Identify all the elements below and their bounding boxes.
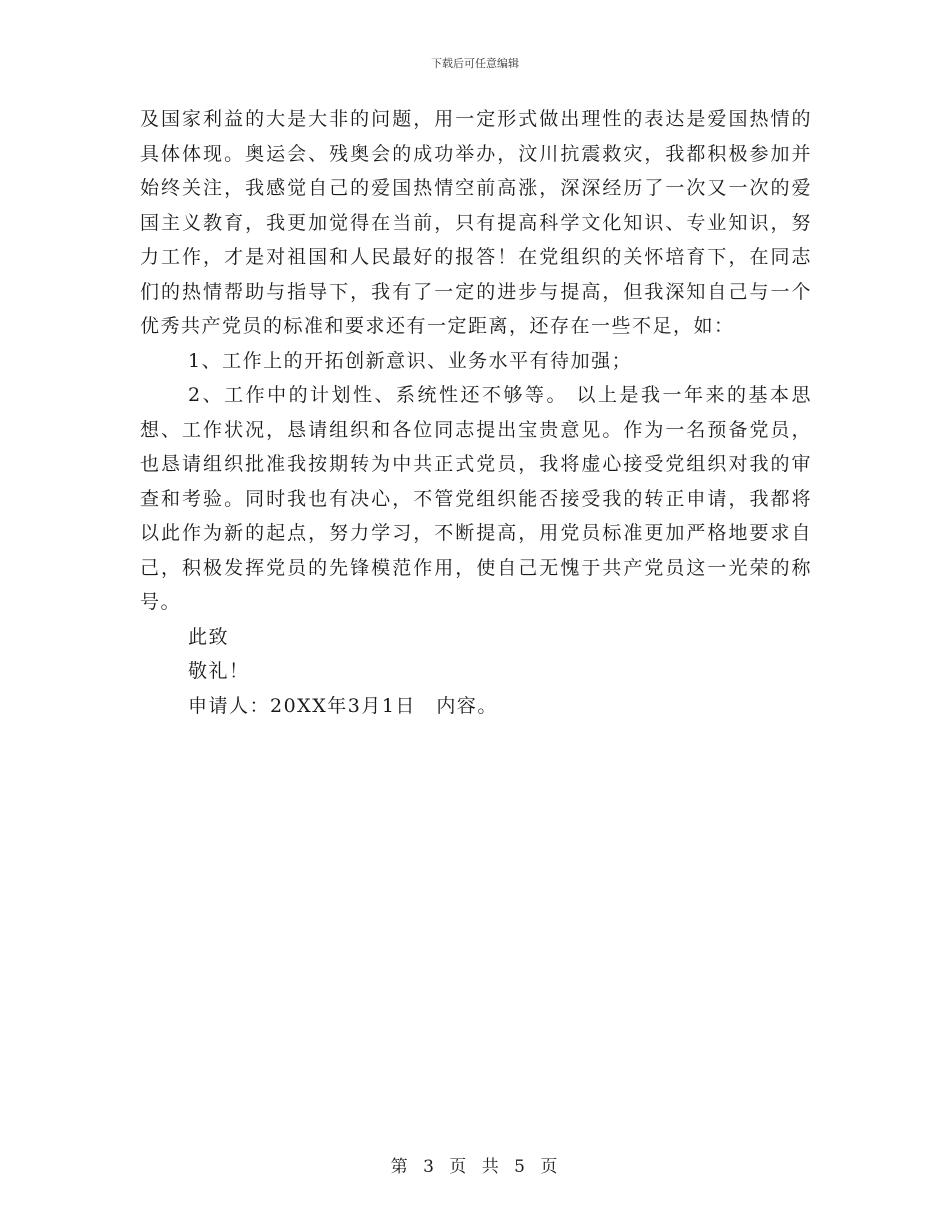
list-item-2: 2、工作中的计划性、系统性还不够等。 以上是我一年来的基本思想、工作状况，恳请组织和各位同志提出宝贵意见。作为一名预备党员，也恳请组织批准我按期转为中共正式党员，我将虚心接受党组织对我的审查和考验。同时我也有决心，不管党组织能否接受我的转正申请，我都将以此作为新的起点，努力学习，不断提高，用党员标准更加严格地要求自己，积极发挥党员的先锋模范作用，使自己无愧于共产党员这一光荣的称号。 xyxy=(140,384,812,613)
closing-salutation: 此致 xyxy=(188,625,230,648)
closing-respect: 敬礼！ xyxy=(188,660,250,682)
signature-line: 申请人：20XX年3月1日 内容。 xyxy=(188,694,498,717)
document-body xyxy=(140,102,812,723)
list-item-1: 1、工作上的开拓创新意识、业务水平有待加强； xyxy=(188,349,633,372)
page-number-footer: 第 3 页 共 5 页 xyxy=(390,1157,560,1177)
page-header-note: 下载后可任意编辑 xyxy=(431,57,519,70)
body-paragraph: 及国家利益的大是大非的问题，用一定形式做出理性的表达是爱国热情的具体体现。奥运会、残奥会的成功举办，汶川抗震救灾，我都积极参加并始终关注，我感觉自己的爱国热情空前高涨，深深经历了一次又一次的爱国主义教育，我更加觉得在当前，只有提高科学文化知识、专业知识，努力工作，才是对祖国和人民最好的报答！在党组织的关怀培育下，在同志们的热情帮助与指导下，我有了一定的进步与提高，但我深知自己与一个优秀共产党员的标准和要求还有一定距离，还存在一些不足，如： xyxy=(140,108,812,337)
